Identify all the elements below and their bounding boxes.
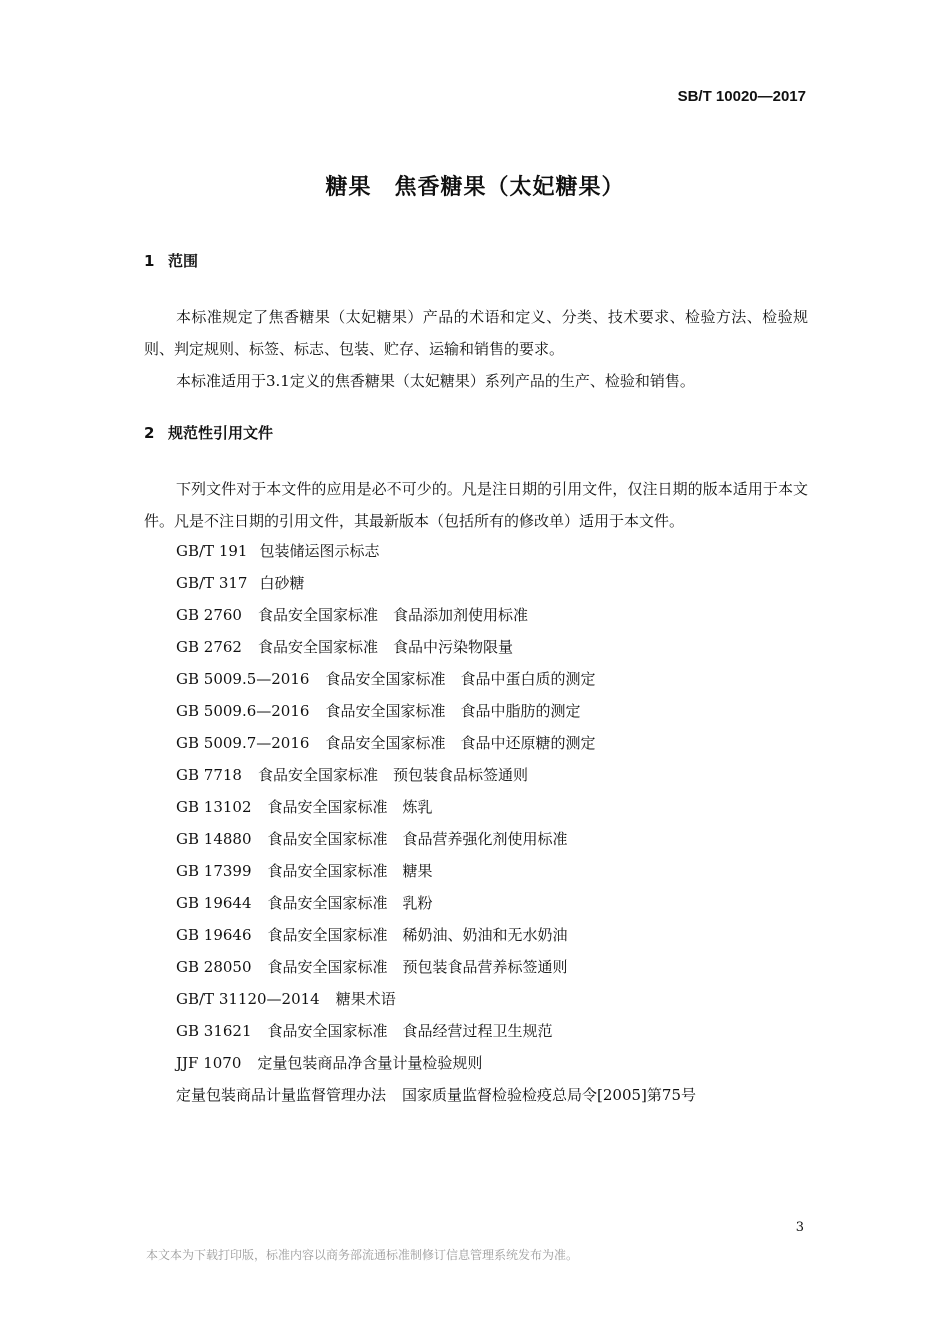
reference-code: JJF 1070 [176,1054,242,1072]
section-title: 规范性引用文件 [168,424,274,442]
section-number: 2 [144,424,155,442]
reference-name: 食品安全国家标准 乳粉 [267,894,433,912]
reference-name: 食品安全国家标准 食品中污染物限量 [257,638,513,656]
reference-list [176,535,696,1111]
reference-item [176,823,696,855]
reference-name: 食品安全国家标准 炼乳 [267,798,433,816]
reference-code: GB/T 317 [176,574,248,592]
reference-name: 食品安全国家标准 预包装食品标签通则 [257,766,528,784]
reference-name: 包装储运图示标志 [259,542,380,560]
reference-code: GB 7718 [176,766,242,784]
section-title: 范围 [168,252,199,270]
reference-item [176,535,696,567]
reference-code: GB 28050 [176,958,252,976]
reference-item [176,695,696,727]
document-title: 糖果 焦香糖果（太妃糖果） [325,175,625,200]
reference-name: 食品安全国家标准 食品中还原糖的测定 [325,734,596,752]
reference-item [176,1079,696,1111]
reference-item [176,983,696,1015]
reference-name: 国家质量监督检验检疫总局令[2005]第75号 [402,1086,696,1104]
reference-item [176,887,696,919]
reference-code: GB 31621 [176,1022,252,1040]
reference-name: 食品安全国家标准 食品经营过程卫生规范 [267,1022,553,1040]
reference-code: GB 13102 [176,798,252,816]
reference-name: 食品安全国家标准 稀奶油、奶油和无水奶油 [267,926,568,944]
reference-item [176,663,696,695]
scope-paragraph: 本标准规定了焦香糖果（太妃糖果）产品的术语和定义、分类、技术要求、检验方法、检验规则、判定规则、标签、标志、包装、贮存、运输和销售的要求。 [144,308,808,358]
reference-code: GB 5009.7—2016 [176,734,310,752]
reference-name: 食品安全国家标准 食品添加剂使用标准 [257,606,528,624]
reference-code: GB 5009.6—2016 [176,702,310,720]
reference-name: 食品安全国家标准 食品营养强化剂使用标准 [267,830,568,848]
references-intro-paragraph: 下列文件对于本文件的应用是必不可少的。凡是注日期的引用文件，仅注日期的版本适用于本文件。凡是不注日期的引用文件，其最新版本（包括所有的修改单）适用于本文件。 [144,480,808,530]
reference-code: GB 14880 [176,830,252,848]
reference-code: GB 19644 [176,894,252,912]
section-number: 1 [144,252,155,270]
reference-item [176,951,696,983]
reference-name: 糖果术语 [335,990,396,1008]
reference-name: 食品安全国家标准 食品中脂肪的测定 [325,702,581,720]
reference-item [176,1047,696,1079]
footer-disclaimer: 本文本为下载打印版，标准内容以商务部流通标准制修订信息管理系统发布为准。 [146,1248,579,1262]
reference-code: 定量包装商品计量监督管理办法 [176,1086,387,1104]
reference-item [176,1015,696,1047]
reference-item [176,727,696,759]
reference-item [176,855,696,887]
reference-item [176,567,696,599]
reference-name: 食品安全国家标准 糖果 [267,862,433,880]
reference-code: GB 19646 [176,926,252,944]
reference-name: 定量包装商品净含量计量检验规则 [257,1054,483,1072]
reference-code: GB 5009.5—2016 [176,670,310,688]
standard-code: SB/T 10020—2017 [677,88,806,105]
reference-item [176,599,696,631]
page-number: 3 [795,1220,804,1235]
reference-name: 食品安全国家标准 预包装食品营养标签通则 [267,958,568,976]
reference-code: GB 17399 [176,862,252,880]
reference-item [176,631,696,663]
section-heading-normative-references [144,422,273,443]
reference-code: GB/T 31120—2014 [176,990,320,1008]
scope-paragraph: 本标准适用于3.1定义的焦香糖果（太妃糖果）系列产品的生产、检验和销售。 [176,372,695,390]
reference-code: GB 2762 [176,638,242,656]
reference-item [176,791,696,823]
reference-code: GB 2760 [176,606,242,624]
reference-item [176,919,696,951]
reference-code: GB/T 191 [176,542,248,560]
section-heading-scope [144,250,198,271]
reference-item [176,759,696,791]
reference-name: 食品安全国家标准 食品中蛋白质的测定 [325,670,596,688]
reference-name: 白砂糖 [259,574,305,592]
